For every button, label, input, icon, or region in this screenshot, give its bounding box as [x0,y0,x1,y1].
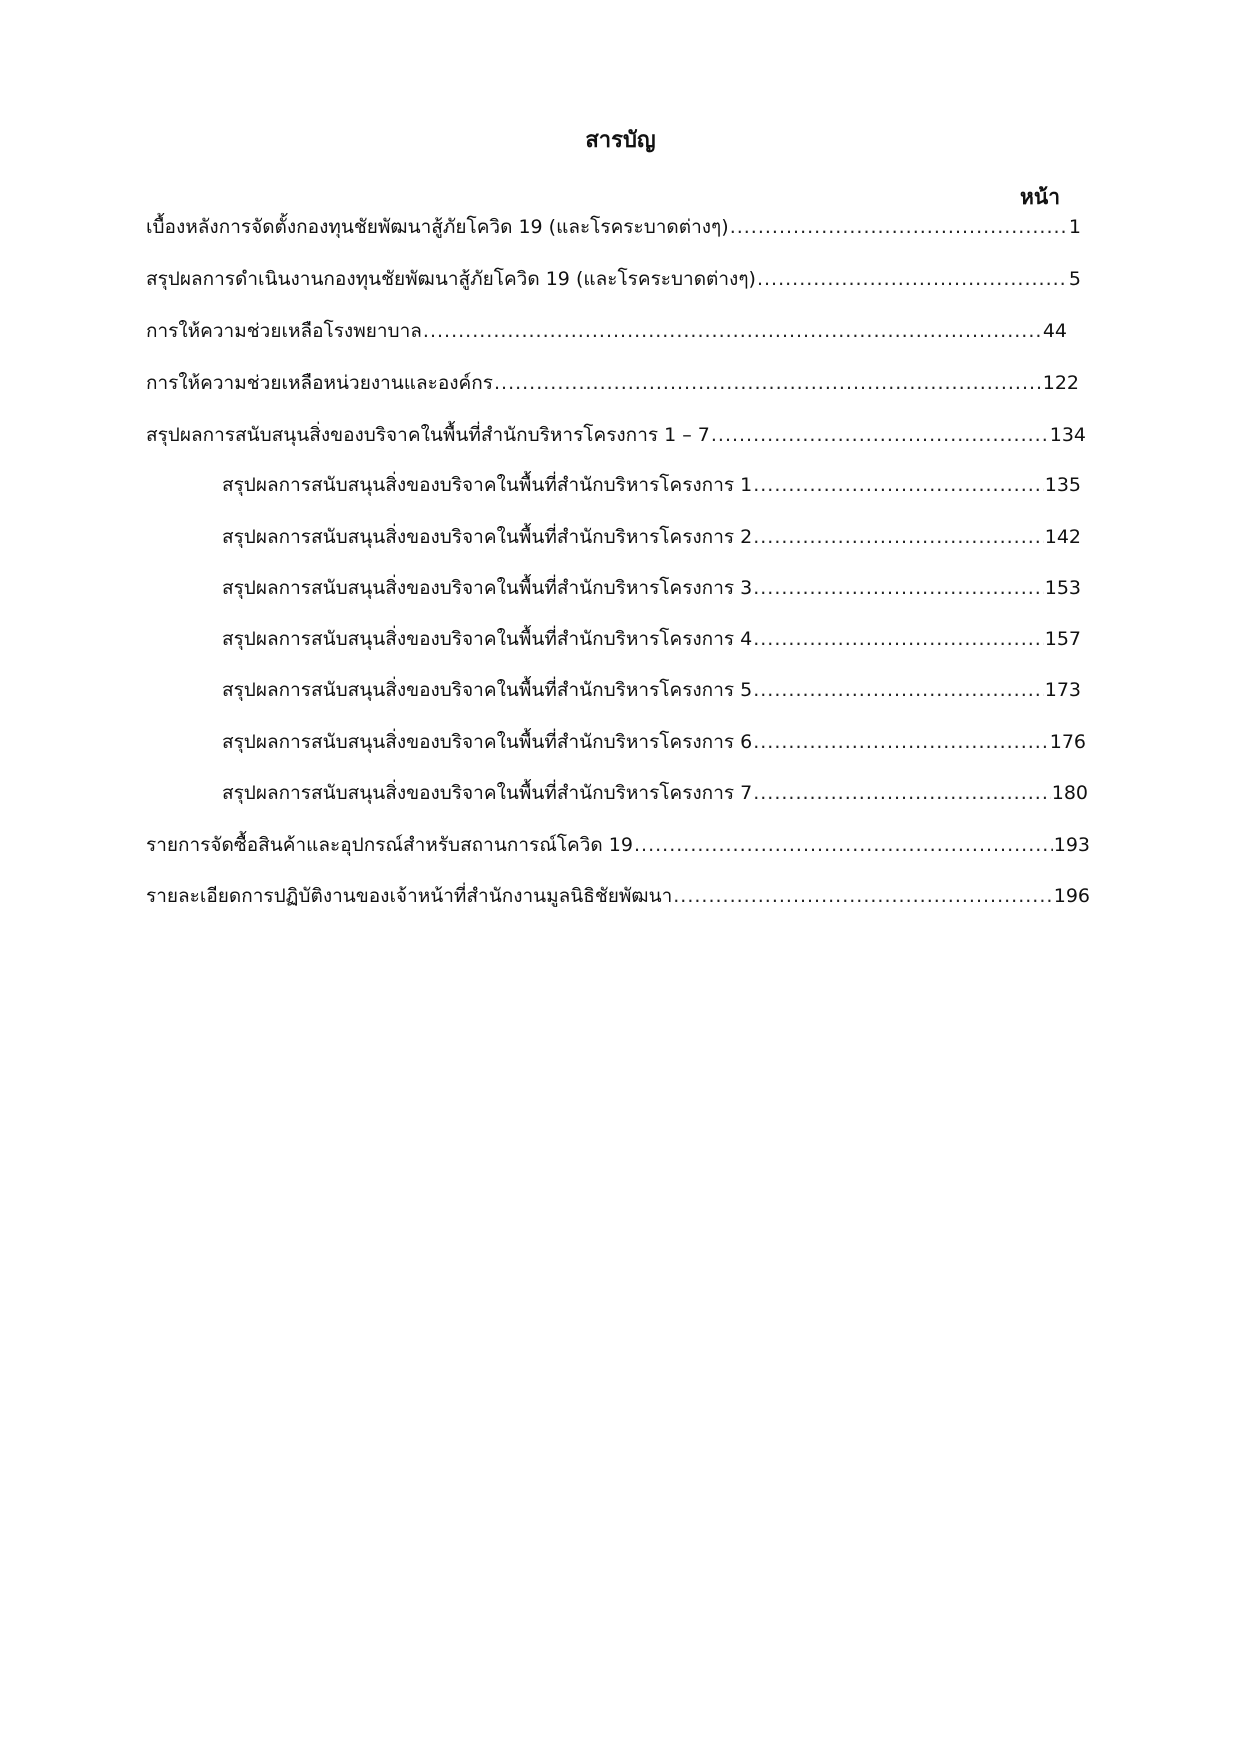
toc-page-number: 180 [1051,782,1088,804]
toc-entry-title: สรุปผลการสนับสนุนสิ่งของบริจาคในพื้นที่สำนักบริหารโครงการ 2 [222,526,753,548]
toc-page-number: 5 [1068,268,1081,290]
toc-page-number: 153 [1044,577,1081,599]
toc-entry-title: รายการจัดซื้อสินค้าและอุปกรณ์สำหรับสถานการณ์โควิด 19 [146,834,633,856]
toc-entry[interactable] [146,828,1090,862]
toc-dot-leader [730,210,1068,244]
page-number-column-header: หน้า [1020,185,1060,209]
toc-entry-title: สรุปผลการสนับสนุนสิ่งของบริจาคในพื้นที่สำนักบริหารโครงการ 1 [222,474,753,496]
toc-entry-title: การให้ความช่วยเหลือโรงพยาบาล [146,320,422,342]
toc-page-number: 173 [1044,679,1081,701]
toc-page-number: 142 [1044,526,1081,548]
toc-dot-leader [634,828,1053,862]
toc-subentry[interactable] [222,673,1081,707]
toc-subentry[interactable] [222,622,1081,656]
toc-entry-title: สรุปผลการสนับสนุนสิ่งของบริจาคในพื้นที่สำนักบริหารโครงการ 1 – 7 [146,424,710,446]
toc-entry-title: การให้ความช่วยเหลือหน่วยงานและองค์กร [146,372,493,394]
toc-subentry[interactable] [222,468,1081,502]
toc-entry-title: สรุปผลการสนับสนุนสิ่งของบริจาคในพื้นที่สำนักบริหารโครงการ 4 [222,628,753,650]
toc-dot-leader [753,468,1044,502]
toc-subentry[interactable] [222,776,1088,810]
toc-page-number: 193 [1053,834,1090,856]
toc-page-number: 196 [1053,885,1090,907]
toc-page-number: 176 [1049,731,1086,753]
toc-dot-leader [753,673,1044,707]
toc-dot-leader [711,418,1049,452]
toc-dot-leader [753,571,1044,605]
toc-page-number: 134 [1049,424,1086,446]
toc-page-number: 157 [1044,628,1081,650]
toc-page-number: 135 [1044,474,1081,496]
toc-page-number: 122 [1042,372,1079,394]
toc-entry-title: สรุปผลการสนับสนุนสิ่งของบริจาคในพื้นที่สำนักบริหารโครงการ 5 [222,679,753,701]
toc-dot-leader [494,366,1042,400]
toc-entry-title: สรุปผลการดำเนินงานกองทุนชัยพัฒนาสู้ภัยโควิด 19 (และโรคระบาดต่างๆ) [146,268,756,290]
toc-entry[interactable] [146,262,1081,296]
toc-heading: สารบัญ [585,128,656,153]
toc-dot-leader [753,725,1049,759]
toc-entry-title: สรุปผลการสนับสนุนสิ่งของบริจาคในพื้นที่สำนักบริหารโครงการ 3 [222,577,753,599]
toc-entry[interactable] [146,210,1081,244]
toc-dot-leader [673,879,1052,913]
toc-subentry[interactable] [222,725,1086,759]
toc-dot-leader [753,776,1051,810]
toc-entry[interactable] [146,366,1079,400]
toc-entry[interactable] [146,314,1067,348]
toc-entry-title: สรุปผลการสนับสนุนสิ่งของบริจาคในพื้นที่สำนักบริหารโครงการ 6 [222,731,753,753]
toc-dot-leader [753,520,1044,554]
toc-entry-title: รายละเอียดการปฏิบัติงานของเจ้าหน้าที่สำนักงานมูลนิธิชัยพัฒนา [146,885,673,907]
toc-page-number: 1 [1068,216,1081,238]
toc-subentry[interactable] [222,520,1081,554]
toc-dot-leader [423,314,1042,348]
toc-entry-title: เบื้องหลังการจัดตั้งกองทุนชัยพัฒนาสู้ภัยโควิด 19 (และโรคระบาดต่างๆ) [146,216,729,238]
toc-entry[interactable] [146,879,1090,913]
toc-dot-leader [753,622,1044,656]
toc-entry-title: สรุปผลการสนับสนุนสิ่งของบริจาคในพื้นที่สำนักบริหารโครงการ 7 [222,782,753,804]
toc-dot-leader [757,262,1068,296]
toc-entry[interactable] [146,418,1086,452]
toc-page-number: 44 [1042,320,1067,342]
toc-subentry[interactable] [222,571,1081,605]
